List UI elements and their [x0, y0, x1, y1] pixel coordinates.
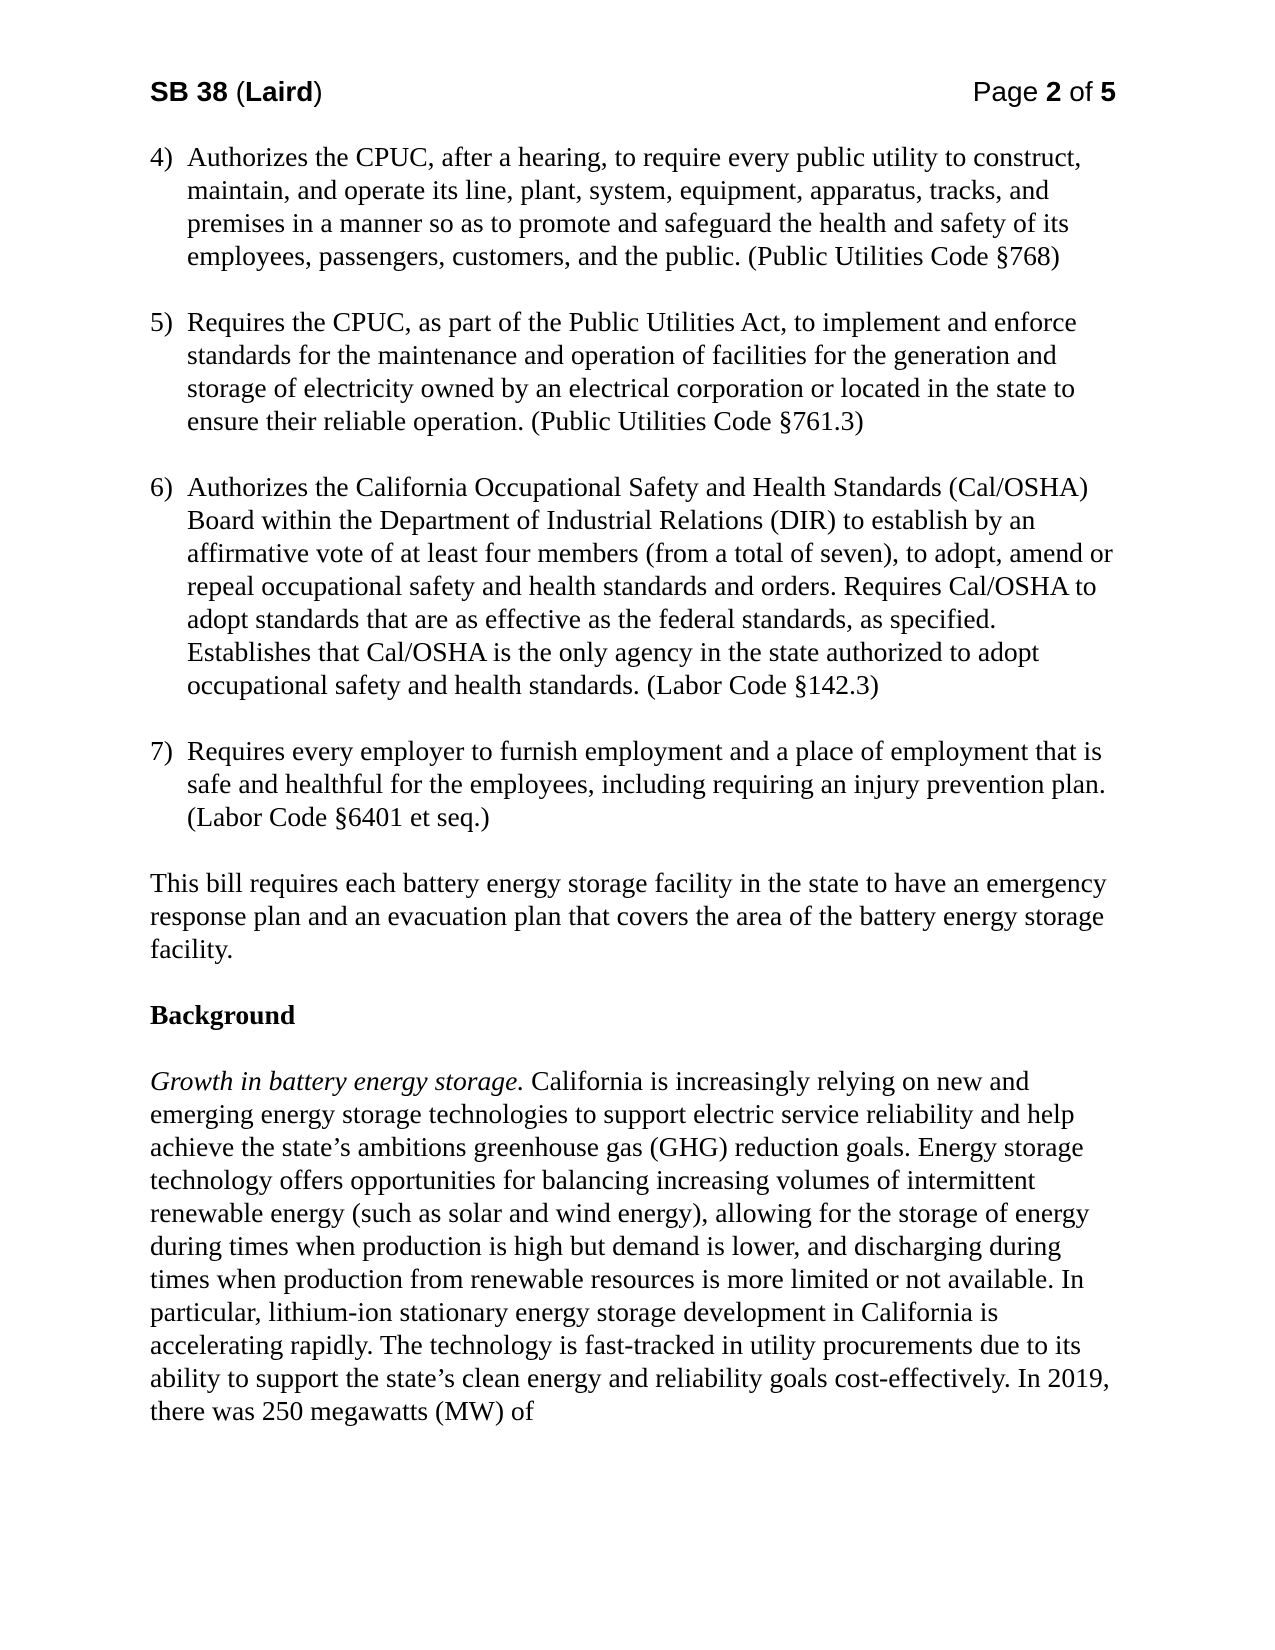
background-text: California is increasingly relying on new and emerging energy storage technologies to support electric service reliability and help achieve the state’s ambitions greenhouse gas (GHG) reduction goals. Energy storage technology offers opportunities for balancing increasing volumes of intermittent renewable energy (such as solar and wind energy), allowing for the storage of energy during times when production is high but demand is lower, and discharging during times when production from renewable resources is more limited or not available. In particular, lithium-ion stationary energy storage development in California is accelerating rapidly. The technology is fast-tracked in utility procurements due to its ability to support the state’s clean energy and reliability goals cost-effectively. In 2019, there was 250 megawatts (MW) of [150, 1065, 1110, 1426]
bill-number: SB 38 [150, 76, 228, 107]
item-text: Authorizes the California Occupational Safety and Health Standards (Cal/OSHA) Board within the Department of Industrial Relations (DIR) to establish by an affirmative vote of at least four members (from a total of seven), to adopt, amend or repeal occupational safety and health standards and orders. Requires Cal/OSHA to adopt standards that are as effective as the federal standards, as specified. Establishes that Cal/OSHA is the only agency in the state authorized to adopt occupational safety and health standards. (Labor Code §142.3) [187, 471, 1113, 700]
background-heading: Background [150, 999, 296, 1030]
existing-law-item-5 [150, 305, 1125, 437]
of-word: of [1061, 76, 1101, 107]
author-open-paren: ( [227, 76, 245, 107]
existing-law-item-4 [150, 140, 1125, 272]
page-number: 2 [1045, 76, 1062, 107]
item-number: 4) [150, 141, 173, 172]
item-number: 5) [150, 306, 173, 337]
bill-author: Laird [244, 76, 314, 107]
existing-law-item-7 [150, 734, 1125, 833]
author-close-paren: ) [313, 76, 323, 107]
item-number: 7) [150, 735, 173, 766]
item-text: Requires every employer to furnish employment and a place of employment that is safe and healthful for the employees, including requiring an injury prevention plan. (Labor Code §6401 et seq.) [187, 735, 1106, 832]
document-body [150, 140, 1125, 1460]
background-lead-in: Growth in battery energy storage. [150, 1065, 525, 1096]
existing-law-item-6 [150, 470, 1125, 701]
bill-summary-paragraph: This bill requires each battery energy storage facility in the state to have an emergency response plan and an evacuation plan that covers the area of the battery energy storage facility. [150, 867, 1107, 964]
item-text: Requires the CPUC, as part of the Public Utilities Act, to implement and enforce standards for the maintenance and operation of facilities for the generation and storage of electricity owned by an electrical corporation or located in the state to ensure their reliable operation. (Public Utilities Code §761.3) [187, 306, 1077, 436]
page-total: 5 [1100, 76, 1116, 107]
background-paragraph [150, 1064, 1125, 1427]
item-text: Authorizes the CPUC, after a hearing, to require every public utility to construct, maintain, and operate its line, plant, system, equipment, apparatus, tracks, and premises in a manner so as to promote and safeguard the health and safety of its employees, passengers, customers, and the public. (Public Utilities Code §768) [187, 141, 1082, 271]
page-word: Page [972, 76, 1046, 107]
page-header [150, 72, 1116, 112]
bill-identifier [150, 72, 323, 112]
page-indicator [973, 72, 1116, 112]
item-number: 6) [150, 471, 173, 502]
